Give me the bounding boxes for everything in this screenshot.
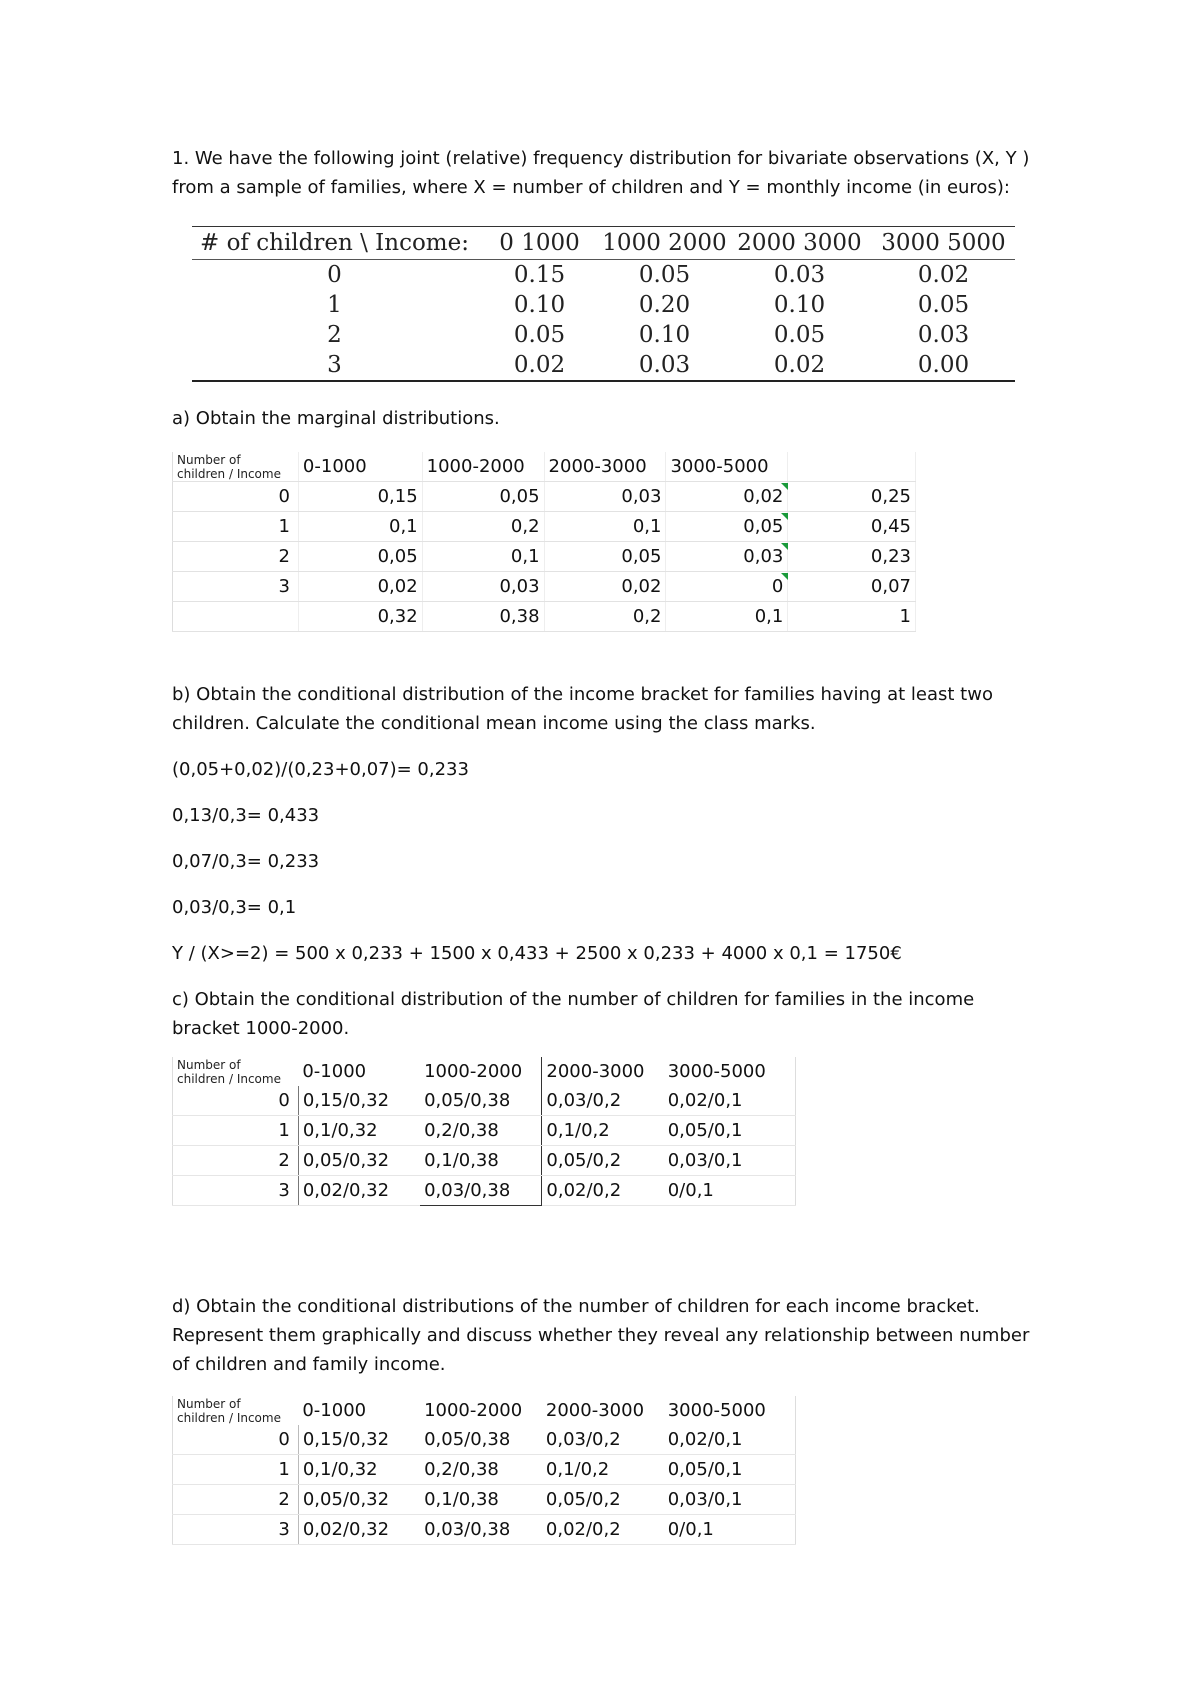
table-cell: 0,05/0,32 (298, 1485, 420, 1515)
table-row (173, 1116, 796, 1146)
calc-line: 0,03/0,3= 0,1 (172, 897, 297, 918)
part-c-question-line-2: bracket 1000-2000. (172, 1018, 350, 1039)
corner-label (173, 1057, 299, 1086)
table-cell: 0.02 (513, 352, 566, 378)
table-row (192, 320, 1015, 350)
marginal-cell: 0,1 (666, 602, 788, 632)
corner-line: Number of (177, 1397, 241, 1411)
marginal-cell: 0,25 (788, 482, 916, 512)
table-cell: 0,2 (422, 512, 544, 542)
table-cell: 0,15 (298, 482, 422, 512)
table-row (173, 572, 916, 602)
header-cell: 1000 2000 (602, 230, 727, 256)
row-label: 1 (173, 1116, 299, 1146)
table-cell: 0,03/0,38 (420, 1515, 542, 1545)
header-cell: 2000-3000 (546, 1061, 645, 1082)
table-cell: 0,03/0,2 (542, 1086, 664, 1116)
table-cell: 0.02 (917, 262, 970, 288)
header-cell: 0-1000 (302, 1061, 367, 1082)
part-b-question-line-2: children. Calculate the conditional mean income using the class marks. (172, 713, 816, 734)
table-cell: 2 (327, 322, 342, 348)
table-cell: 0/0,1 (664, 1515, 796, 1545)
header-cell: 2000-3000 (544, 452, 666, 482)
table-cell: 0.10 (773, 292, 826, 318)
intro-line-2: from a sample of families, where X = number of children and Y = monthly income (in euros): (172, 177, 1010, 198)
table-row (173, 1425, 796, 1455)
table-cell: 0,03 (666, 542, 788, 572)
header-cell: 1000-2000 (424, 1400, 523, 1421)
table-cell: 0,05/0,32 (298, 1146, 420, 1176)
row-label: 3 (173, 1515, 299, 1545)
marginal-cell: 0,23 (788, 542, 916, 572)
calc-line: Y / (X>=2) = 500 x 0,233 + 1500 x 0,433 + 2500 x 0,233 + 4000 x 0,1 = 1750€ (172, 943, 902, 964)
table-cell: 0.02 (773, 352, 826, 378)
table-cell: 0,03 (544, 482, 666, 512)
header-cell: 0-1000 (302, 1400, 367, 1421)
table-cell: 0,05 (544, 542, 666, 572)
table-cell: 3 (327, 352, 342, 378)
table-cell: 0.05 (773, 322, 826, 348)
header-cell: 3000-5000 (667, 1400, 766, 1421)
header-cell: 0-1000 (298, 452, 422, 482)
table-cell: 0,1/0,32 (298, 1455, 420, 1485)
table-row (173, 482, 916, 512)
table-cell: 0.03 (917, 322, 970, 348)
table-row (173, 542, 916, 572)
conditional-table-d (172, 1396, 796, 1545)
part-b-question-line-1: b) Obtain the conditional distribution of the income bracket for families having at least two (172, 684, 993, 705)
row-label: 2 (173, 542, 299, 572)
corner-line: Number of (177, 1058, 241, 1072)
table-cell: 0,2/0,38 (420, 1455, 542, 1485)
joint-frequency-table (192, 226, 1015, 382)
row-label: 3 (173, 572, 299, 602)
table-row (192, 350, 1015, 381)
marginal-cell: 0,2 (544, 602, 666, 632)
table-cell: 0,02/0,1 (664, 1086, 796, 1116)
table-cell: 0,1/0,38 (420, 1485, 542, 1515)
intro-line-1: 1. We have the following joint (relative) frequency distribution for bivariate observations (X, Y ) (172, 148, 1030, 169)
table-cell: 0,1 (298, 512, 422, 542)
table-cell: 0,05/0,38 (420, 1425, 542, 1455)
table-cell: 0,03/0,38 (420, 1176, 542, 1206)
table-cell: 0,03 (422, 572, 544, 602)
corner-label (173, 452, 299, 482)
calc-line: 0,07/0,3= 0,233 (172, 851, 320, 872)
table-cell: 0,05 (666, 512, 788, 542)
header-cell: 3000-5000 (666, 452, 788, 482)
table-cell: 0,05/0,1 (664, 1455, 796, 1485)
row-label: 1 (173, 512, 299, 542)
part-d-question-line-2: Represent them graphically and discuss whether they reveal any relationship between number (172, 1325, 1030, 1346)
table-cell: 0,02/0,1 (664, 1425, 796, 1455)
table-cell: 0,02 (666, 482, 788, 512)
part-d-question-line-1: d) Obtain the conditional distributions of the number of children for each income bracket. (172, 1296, 980, 1317)
marginal-cell: 1 (788, 602, 916, 632)
table-row (173, 1146, 796, 1176)
header-cell (788, 452, 916, 482)
header-cell: 3000 5000 (881, 230, 1006, 256)
table-cell: 0 (327, 262, 342, 288)
table-cell: 0.05 (513, 322, 566, 348)
table-cell: 0,15/0,32 (298, 1086, 420, 1116)
table-header-row (173, 452, 916, 482)
row-label: 0 (173, 482, 299, 512)
table-row (173, 512, 916, 542)
conditional-table-c (172, 1057, 796, 1206)
marginal-cell: 0,38 (422, 602, 544, 632)
table-cell: 0,15/0,32 (298, 1425, 420, 1455)
corner-line: Number of (177, 453, 241, 467)
row-label: 3 (173, 1176, 299, 1206)
header-cell: 3000-5000 (667, 1061, 766, 1082)
corner-line: children / Income (177, 1072, 281, 1086)
table-cell: 0,1/0,32 (298, 1116, 420, 1146)
part-c-question-line-1: c) Obtain the conditional distribution of the number of children for families in the income (172, 989, 975, 1010)
table-cell: 0.00 (917, 352, 970, 378)
table-cell: 0,05 (298, 542, 422, 572)
part-a-question: a) Obtain the marginal distributions. (172, 408, 500, 429)
table-cell: 0.15 (513, 262, 566, 288)
table-cell: 0,02/0,32 (298, 1176, 420, 1206)
table-cell: 0.03 (773, 262, 826, 288)
calc-line: 0,13/0,3= 0,433 (172, 805, 320, 826)
table-row (173, 1176, 796, 1206)
row-label (173, 602, 299, 632)
table-cell: 0,03/0,1 (664, 1485, 796, 1515)
row-label: 0 (173, 1086, 299, 1116)
table-row-totals (173, 602, 916, 632)
table-cell: 0.03 (638, 352, 691, 378)
marginal-cell: 0,45 (788, 512, 916, 542)
table-cell: 0,03/0,2 (542, 1425, 664, 1455)
row-label: 1 (173, 1455, 299, 1485)
corner-label (173, 1396, 299, 1425)
corner-line: children / Income (177, 467, 281, 481)
row-label: 2 (173, 1485, 299, 1515)
table-cell: 0,1/0,38 (420, 1146, 542, 1176)
row-label: 2 (173, 1146, 299, 1176)
table-row (192, 290, 1015, 320)
table-cell: 0.05 (917, 292, 970, 318)
table-cell: 0.20 (638, 292, 691, 318)
table-cell: 0,05/0,1 (664, 1116, 796, 1146)
marginal-cell: 0,32 (298, 602, 422, 632)
table-cell: 0 (666, 572, 788, 602)
table-cell: 0,1/0,2 (542, 1116, 664, 1146)
table-cell: 0/0,1 (664, 1176, 796, 1206)
header-cell: 1000-2000 (422, 452, 544, 482)
table-row (173, 1455, 796, 1485)
table-cell: 0,05 (422, 482, 544, 512)
table-cell: 0.10 (638, 322, 691, 348)
table-cell: 0,02 (544, 572, 666, 602)
table-cell: 0,02/0,2 (542, 1176, 664, 1206)
table-cell: 0,05/0,2 (542, 1146, 664, 1176)
table-cell: 0,1 (544, 512, 666, 542)
table-cell: 0,1 (422, 542, 544, 572)
table-cell: 0,05/0,38 (420, 1086, 542, 1116)
table-cell: 0.10 (513, 292, 566, 318)
marginal-distribution-table (172, 452, 916, 632)
header-cell: 2000 3000 (737, 230, 862, 256)
header-cell: 2000-3000 (545, 1400, 645, 1421)
table-cell: 0,02/0,32 (298, 1515, 420, 1545)
table-row (173, 1086, 796, 1116)
table-cell: 0,03/0,1 (664, 1146, 796, 1176)
table-cell: 0,02 (298, 572, 422, 602)
table-header-row (173, 1057, 796, 1086)
table-row (173, 1485, 796, 1515)
part-d-question-line-3: of children and family income. (172, 1354, 446, 1375)
marginal-cell: 0,07 (788, 572, 916, 602)
table-cell: 0,02/0,2 (542, 1515, 664, 1545)
row-label: 0 (173, 1425, 299, 1455)
calc-line: (0,05+0,02)/(0,23+0,07)= 0,233 (172, 759, 469, 780)
table-cell: 0,05/0,2 (542, 1485, 664, 1515)
joint-table-header (192, 227, 1015, 260)
table-row (192, 260, 1015, 291)
table-cell: 1 (327, 292, 342, 318)
table-row (173, 1515, 796, 1545)
table-header-row (173, 1396, 796, 1425)
header-cell: 1000-2000 (420, 1057, 542, 1086)
header-cell: 0 1000 (499, 230, 580, 256)
table-cell: 0.05 (638, 262, 691, 288)
corner-line: children / Income (177, 1411, 281, 1425)
table-cell: 0,1/0,2 (542, 1455, 664, 1485)
header-cell: # of children \ Income: (200, 230, 469, 256)
table-cell: 0,2/0,38 (420, 1116, 542, 1146)
